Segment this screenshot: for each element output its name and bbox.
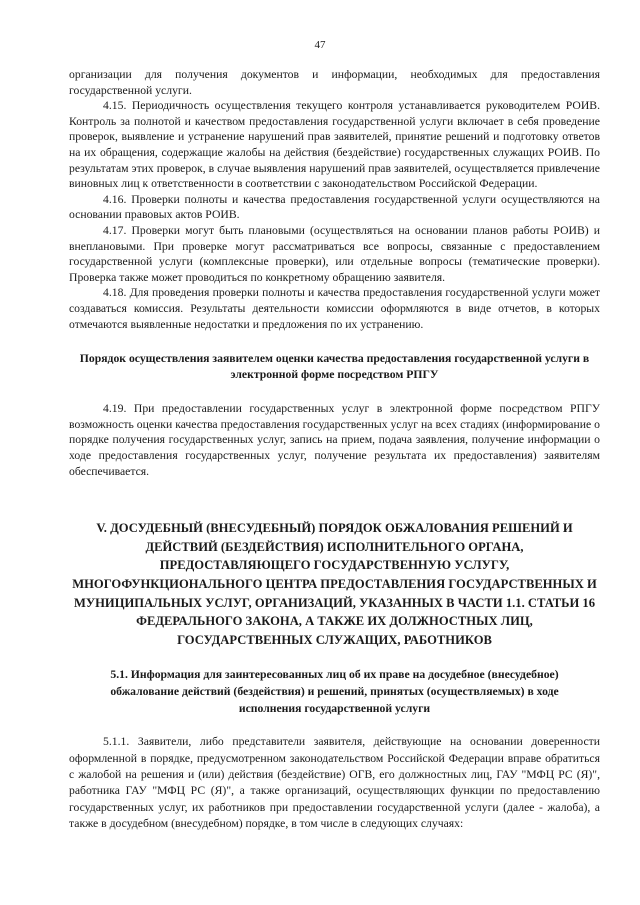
paragraph-4-18: 4.18. Для проведения проверки полноты и качества предоставления государственной услуги может создаваться комиссия. Результаты деятельности комиссии оформляются в виде отчетов, в которых отмечаются выявленные недостатки и предложения по их устранению. [69,286,600,331]
section-heading: Порядок осуществления заявителем оценки качества предоставления государственной услуги в электронной форме посредством РПГУ [79,352,590,381]
document-body [69,67,600,833]
subsection-heading: 5.1. Информация для заинтересованных лиц об их праве на досудебное (внесудебное) обжалование действий (бездействия) и решений, принятых (осуществляемых) в ходе исполнения государственной услуги [110,668,559,715]
paragraph-5-1-1: 5.1.1. Заявители, либо представители заявителя, действующие на основании доверенности оформленной в порядке, предусмотренном законодательством Российской Федерации вправе обратиться с жалобой на решения и (или) действия (бездействие) ОГВ, его должностных лиц, ГАУ "МФЦ РС (Я)", работника ГАУ "МФЦ РС (Я)", а также организаций, осуществляющих функции по предоставлению государственных услуг, их работников при предоставлении государственной услуги (далее - жалоба), а также в досудебном (внесудебном) порядке, в том числе в следующих случаях: [69,735,600,831]
paragraph-4-15: 4.15. Периодичность осуществления текущего контроля устанавливается руководителем РОИВ. Контроль за полнотой и качеством предоставления государственной услуги включает в себя проведение проверок, выявление и устранение нарушений прав заявителей, принятие решений и подготовку ответов на их обращения, содержащие жалобы на действия (бездействие) государственных служащих РОИВ. По результатам этих проверок, в случае выявления нарушений прав заявителей, осуществляется привлечение виновных лиц к ответственности в соответствии с законодательством Российской Федерации. [69,99,600,191]
paragraph-continuation: организации для получения документов и информации, необходимых для предоставления государственной услуги. [69,68,600,97]
paragraph-4-16: 4.16. Проверки полноты и качества предоставления государственной услуги осуществляются на основании правовых актов РОИВ. [69,192,600,222]
paragraph-4-17: 4.17. Проверки могут быть плановыми (осуществляться на основании планов работы РОИВ) и внеплановыми. При проверке могут рассматриваться все вопросы, связанные с предоставлением государственной услуги (комплексные проверки), или отдельные вопросы (тематические проверки). Проверка также может проводиться по конкретному обращению заявителя. [69,223,600,284]
paragraph-4-19: 4.19. При предоставлении государственных услуг в электронной форме посредством РПГУ возможность оценки качества предоставления государственных услуг на всех стадиях (информирование о порядке получения государственных услуг, запись на прием, подача заявления, получение информации о ходе предоставления государственных услуг, получение результата их предоставления) заявителям обеспечивается. [69,402,600,478]
chapter-heading: V. ДОСУДЕБНЫЙ (ВНЕСУДЕБНЫЙ) ПОРЯДОК ОБЖАЛОВАНИЯ РЕШЕНИЙ И ДЕЙСТВИЙ (БЕЗДЕЙСТВИЯ) ИСПОЛНИТЕЛЬНОГО ОРГАНА, ПРЕДОСТАВЛЯЮЩЕГО ГОСУДАРСТВЕННУЮ УСЛУГУ, МНОГОФУНКЦИОНАЛЬНОГО ЦЕНТРА ПРЕДОСТАВЛЕНИЯ ГОСУДАРСТВЕННЫХ И МУНИЦИПАЛЬНЫХ УСЛУГ, ОРГАНИЗАЦИЙ, УКАЗАННЫХ В ЧАСТИ 1.1. СТАТЬИ 16 ФЕДЕРАЛЬНОГО ЗАКОНА, А ТАКЖЕ ИХ ДОЛЖНОСТНЫХ ЛИЦ, ГОСУДАРСТВЕННЫХ СЛУЖАЩИХ, РАБОТНИКОВ [72,521,597,647]
page-number: 47 [314,39,326,51]
